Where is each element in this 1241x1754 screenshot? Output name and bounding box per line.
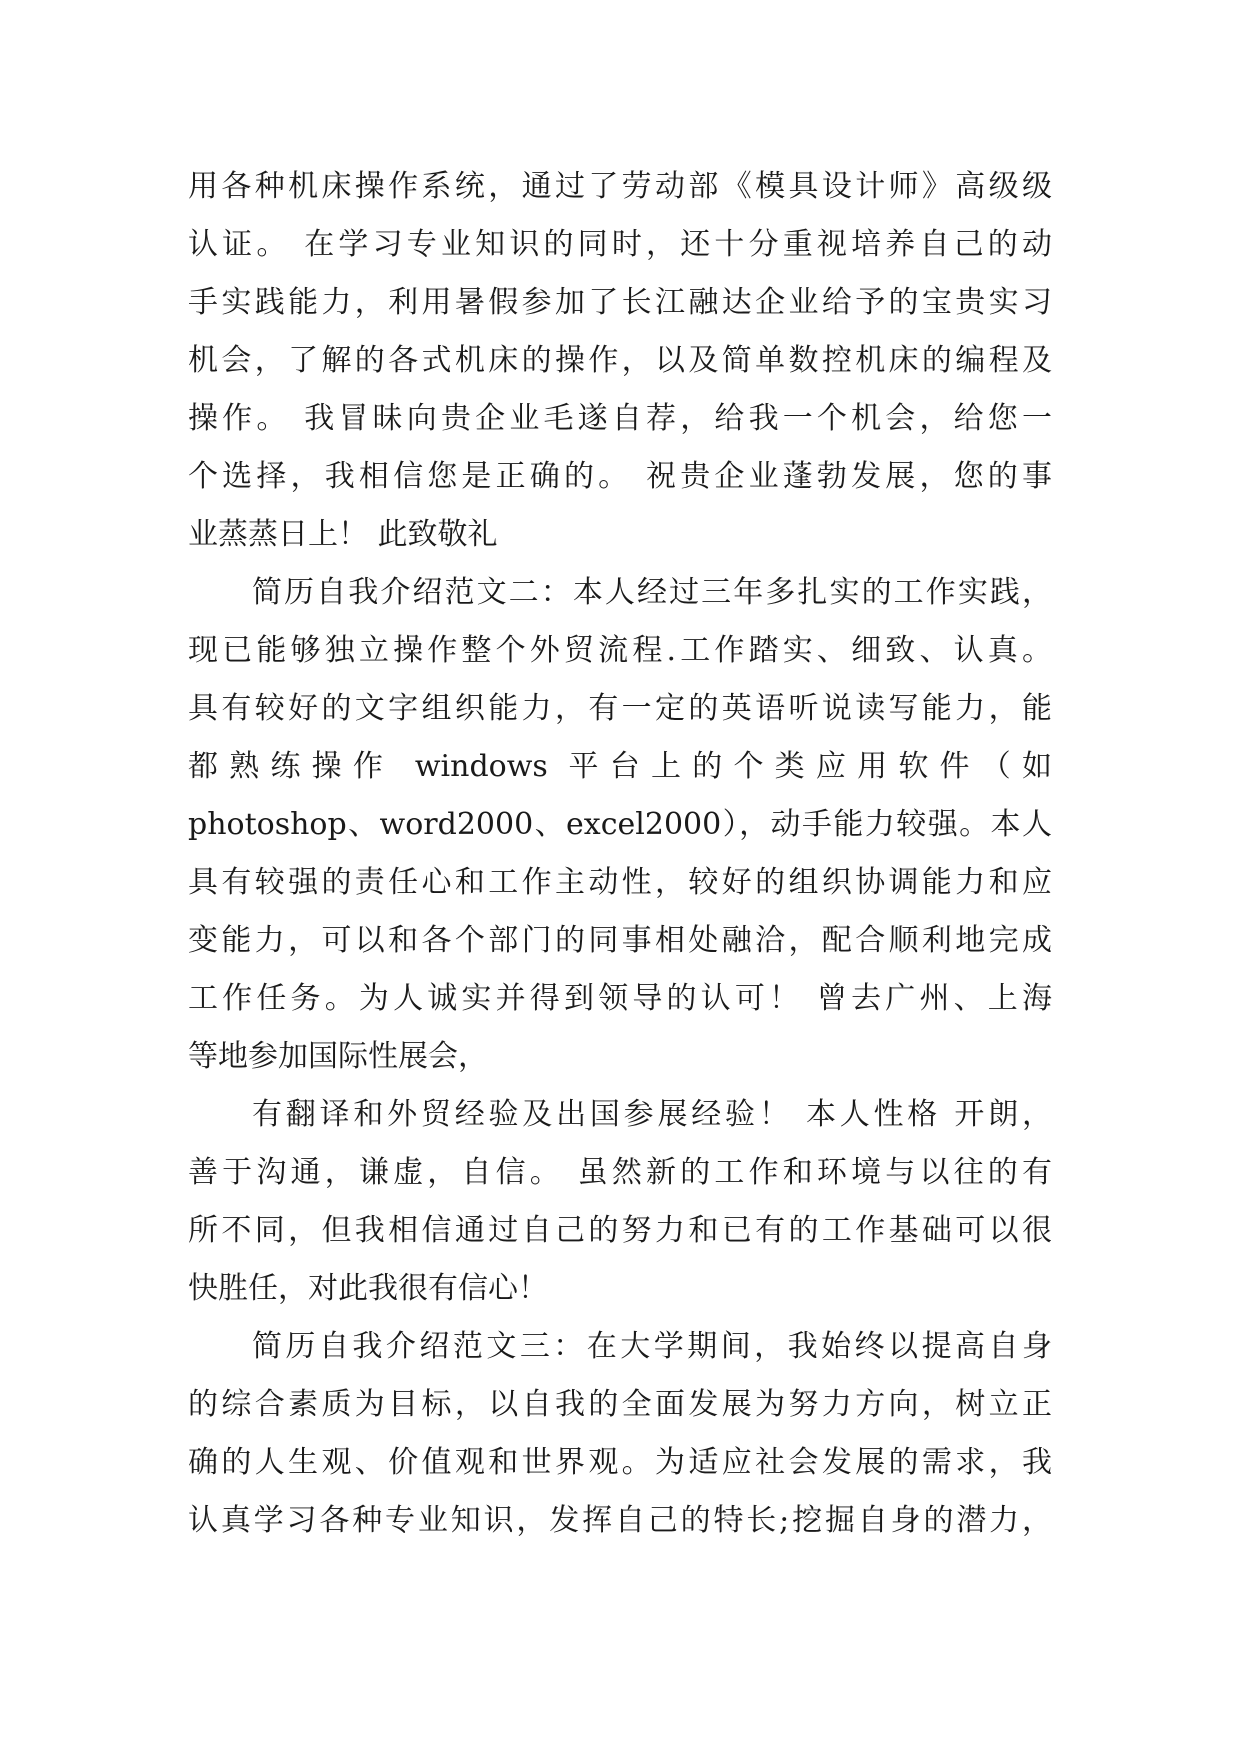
text-line: 快胜任，对此我很有信心！ bbox=[188, 1271, 548, 1306]
text-line: 都熟练操作 windows 平台上的个类应用软件（如 bbox=[188, 749, 1052, 784]
text-line: 简历自我介绍范文三：在大学期间，我始终以提高自身 bbox=[252, 1329, 1052, 1364]
text-line: 机会，了解的各式机床的操作，以及简单数控机床的编程及 bbox=[188, 343, 1052, 378]
text-line: 工作任务。为人诚实并得到领导的认可！ 曾去广州、上海 bbox=[188, 981, 1052, 1016]
text-line: 业蒸蒸日上！ 此致敬礼 bbox=[188, 517, 498, 552]
text-line: 认证。 在学习专业知识的同时，还十分重视培养自己的动 bbox=[188, 227, 1052, 262]
text-line: 认真学习各种专业知识，发挥自己的特长;挖掘自身的潜力， bbox=[188, 1503, 1052, 1538]
text-line: 手实践能力，利用暑假参加了长江融达企业给予的宝贵实习 bbox=[188, 285, 1052, 320]
text-line: 有翻译和外贸经验及出国参展经验！ 本人性格 开朗， bbox=[252, 1097, 1052, 1132]
text-line: photoshop、word2000、excel2000），动手能力较强。本人 bbox=[188, 807, 1052, 842]
text-line: 的综合素质为目标，以自我的全面发展为努力方向，树立正 bbox=[188, 1387, 1052, 1422]
text-line: 操作。 我冒昧向贵企业毛遂自荐，给我一个机会，给您一 bbox=[188, 401, 1052, 436]
text-line: 所不同，但我相信通过自己的努力和已有的工作基础可以很 bbox=[188, 1213, 1052, 1248]
body-text bbox=[188, 158, 1052, 1550]
text-line: 善于沟通，谦虚，自信。 虽然新的工作和环境与以往的有 bbox=[188, 1155, 1052, 1190]
text-line: 用各种机床操作系统，通过了劳动部《模具设计师》高级级 bbox=[188, 169, 1052, 204]
text-line: 具有较好的文字组织能力，有一定的英语听说读写能力，能 bbox=[188, 691, 1052, 726]
text-line: 现已能够独立操作整个外贸流程.工作踏实、细致、认真。 bbox=[188, 633, 1052, 668]
text-line: 简历自我介绍范文二：本人经过三年多扎实的工作实践， bbox=[252, 575, 1052, 610]
text-line: 具有较强的责任心和工作主动性，较好的组织协调能力和应 bbox=[188, 865, 1052, 900]
text-line: 变能力，可以和各个部门的同事相处融洽，配合顺利地完成 bbox=[188, 923, 1052, 958]
text-line: 确的人生观、价值观和世界观。为适应社会发展的需求，我 bbox=[188, 1445, 1052, 1480]
text-line: 等地参加国际性展会， bbox=[188, 1039, 488, 1074]
text-line: 个选择，我相信您是正确的。 祝贵企业蓬勃发展，您的事 bbox=[188, 459, 1052, 494]
